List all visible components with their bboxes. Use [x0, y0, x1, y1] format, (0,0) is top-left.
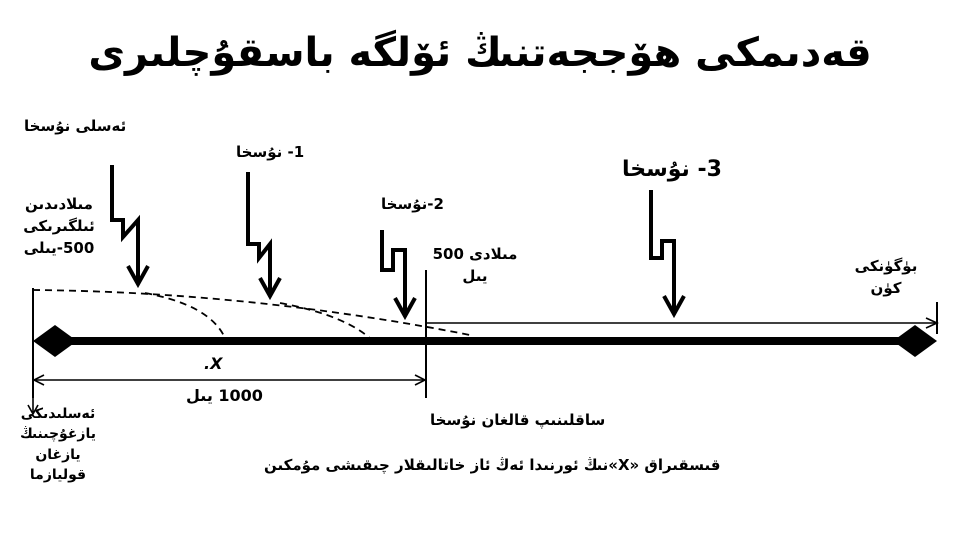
copy3-label: 3- نۇسخا — [622, 157, 722, 182]
bc500-label — [14, 194, 104, 259]
note-text: قىسقىراق «X»نىڭ ئورنىدا ئەڭ ئاز خاتالىقلار چىقىشى مۇمكىن — [264, 456, 721, 474]
bc500-label-line2: ئىلگىرىكى — [23, 216, 95, 235]
thousand-year-label: 1000 يىل — [186, 386, 263, 405]
modern-day-label-line1: بۈگۈنكى — [854, 257, 918, 275]
ad500-label-line2: يىل — [462, 266, 488, 285]
modern-day-label-line2: كۈن — [870, 278, 902, 297]
timeline-start-diamond — [33, 325, 77, 357]
timeline-end-diamond — [893, 325, 937, 357]
original-manuscript-line4: قوليازما — [29, 466, 87, 483]
lineage-curve-copy1 — [145, 293, 225, 338]
original-arrow — [112, 165, 148, 284]
ad500-label — [420, 244, 530, 288]
copy1-label: 1- نۇسخا — [236, 143, 305, 161]
x-label: X. — [204, 354, 223, 373]
surviving-copy-label: ساقلىنىپ قالغان نۇسخا — [430, 411, 606, 429]
original-manuscript-line3: يازغان — [35, 446, 81, 463]
original-copy-label: ئەسلى نۇسخا — [24, 117, 127, 135]
original-manuscript-label — [8, 404, 108, 485]
copy2-arrow — [382, 230, 415, 316]
original-manuscript-line1: ئەسلىدىكى — [20, 406, 96, 422]
page-title: قەدىمكى ھۆججەتنىڭ ئۆلگە باسقۇچلىرى — [88, 30, 872, 76]
copy3-arrow — [651, 190, 684, 314]
ad500-label-line1: مىلادى 500 — [432, 245, 518, 263]
bc500-label-line3: 500-يىلى — [23, 238, 95, 257]
lineage-curve-copy2 — [280, 303, 372, 340]
modern-day-label — [846, 256, 926, 300]
original-manuscript-line2: يازغۇچىنىڭ — [20, 426, 96, 443]
copy1-arrow — [248, 172, 280, 296]
copy2-label: 2-نۇسخا — [381, 195, 444, 213]
bc500-label-line1: مىلادىدىن — [25, 195, 93, 213]
